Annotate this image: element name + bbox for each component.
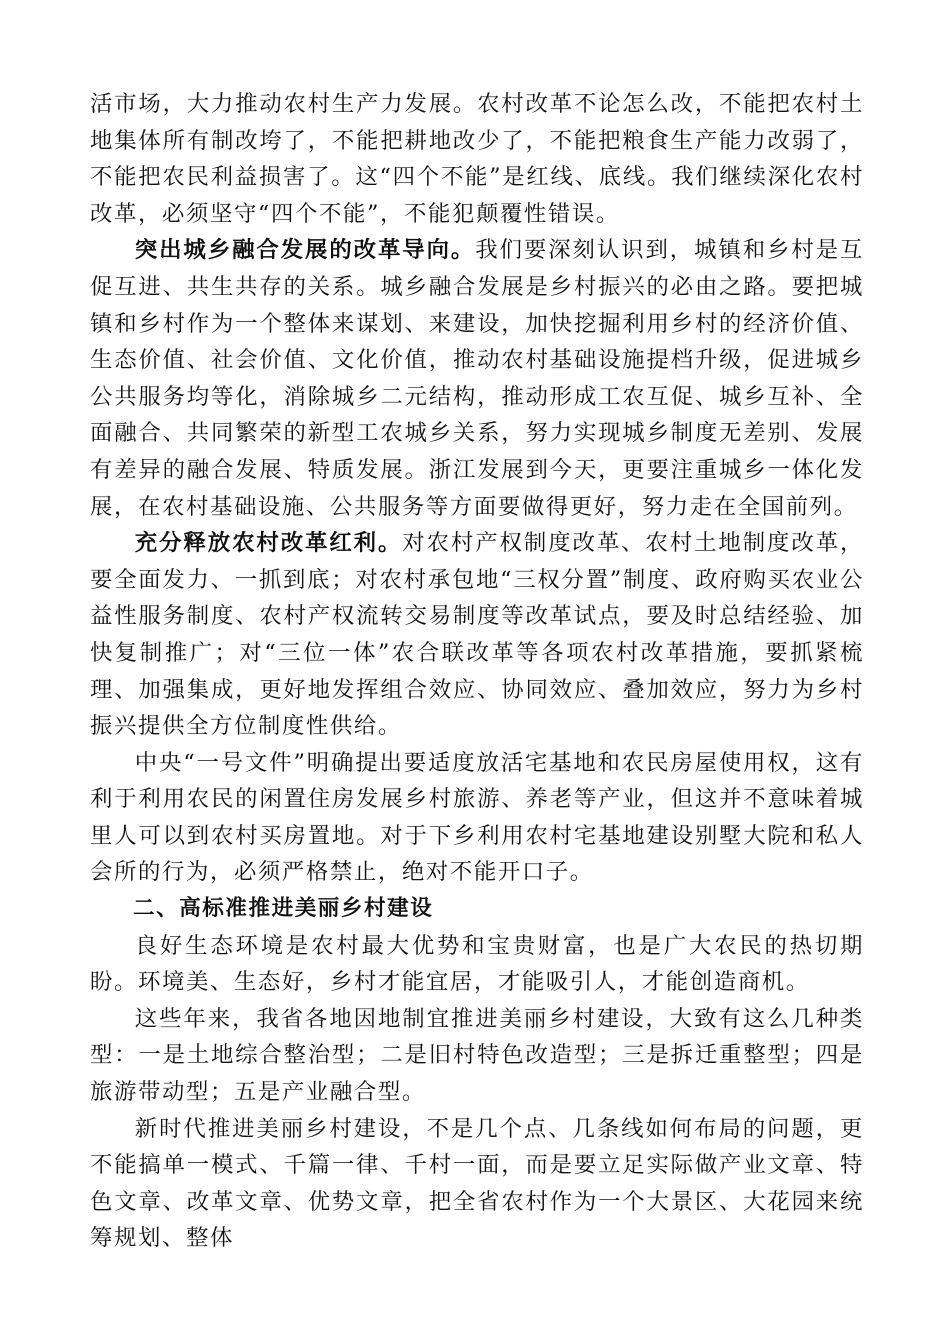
paragraph-text: 对农村产权制度改革、农村土地制度改革，要全面发力、一抓到底；对农村承包地“三权分置”制度、政府购买农业公益性服务制度、农村产权流转交易制度等改革试点，要及时总结经验、加快复制推广；对“三位一体”农合联改革等各项农村改革措施，要抓紧梳理、加强集成，更好地发挥组合效应、协同效应、叠加效应，努力为乡村振兴提供全方位制度性供给。 xyxy=(90,530,864,740)
section-heading: 二、高标准推进美丽乡村建设 xyxy=(133,896,434,922)
paragraph-text: 中央“一号文件”明确提出要适度放活宅基地和农民房屋使用权，这有利于利用农民的闲置住房发展乡村旅游、养老等产业，但这并不意味着城里人可以到农村买房置地。对于下乡利用农村宅基地建设别墅大院和私人会所的行为，必须严格禁止，绝对不能开口子。 xyxy=(90,749,864,886)
paragraph-new-era xyxy=(90,1111,864,1257)
paragraph-continuation xyxy=(90,86,864,232)
paragraph-text: 新时代推进美丽乡村建设，不是几个点、几条线如何布局的问题，更不能搞单一模式、千篇一律、千村一面，而是要立足实际做产业文章、特色文章、改革文章、优势文章，把全省农村作为一个大景区、大花园来统筹规划、整体 xyxy=(90,1115,864,1252)
paragraph-reform-dividend xyxy=(90,525,864,745)
paragraph-text: 这些年来，我省各地因地制宜推进美丽乡村建设，大致有这么几种类型：一是土地综合整治型；二是旧村特色改造型；三是拆迁重整型；四是旅游带动型；五是产业融合型。 xyxy=(90,1005,864,1106)
paragraph-text: 活市场，大力推动农村生产力发展。农村改革不论怎么改，不能把农村土地集体所有制改垮了，不能把耕地改少了，不能把粮食生产能力改弱了，不能把农民利益损害了。这“四个不能”是红线、底线。我们继续深化农村改革，必须坚守“四个不能”，不能犯颠覆性错误。 xyxy=(90,91,864,227)
paragraph-lead: 突出城乡融合发展的改革导向。 xyxy=(134,237,476,264)
paragraph-ecology xyxy=(90,928,864,1001)
paragraph-text: 良好生态环境是农村最大优势和宝贵财富，也是广大农民的热切期盼。环境美、生态好，乡村才能宜居，才能吸引人，才能创造商机。 xyxy=(90,932,864,996)
paragraph-text: 我们要深刻认识到，城镇和乡村是互促互进、共生共存的关系。城乡融合发展是乡村振兴的必由之路。要把城镇和乡村作为一个整体来谋划、来建设，加快挖掘利用乡村的经济价值、生态价值、社会价值、文化价值，推动农村基础设施提档升级，促进城乡公共服务均等化，消除城乡二元结构，推动形成工农互促、城乡互补、全面融合、共同繁荣的新型工农城乡关系，努力实现城乡制度无差别、发展有差异的融合发展、特质发展。浙江发展到今天，更要注重城乡一体化发展，在农村基础设施、公共服务等方面要做得更好，努力走在全国前列。 xyxy=(90,237,864,520)
paragraph-lead: 充分释放农村改革红利。 xyxy=(134,530,403,557)
paragraph-types xyxy=(90,1001,864,1111)
paragraph-urban-rural-integration xyxy=(90,232,864,525)
paragraph-homestead xyxy=(90,745,864,891)
